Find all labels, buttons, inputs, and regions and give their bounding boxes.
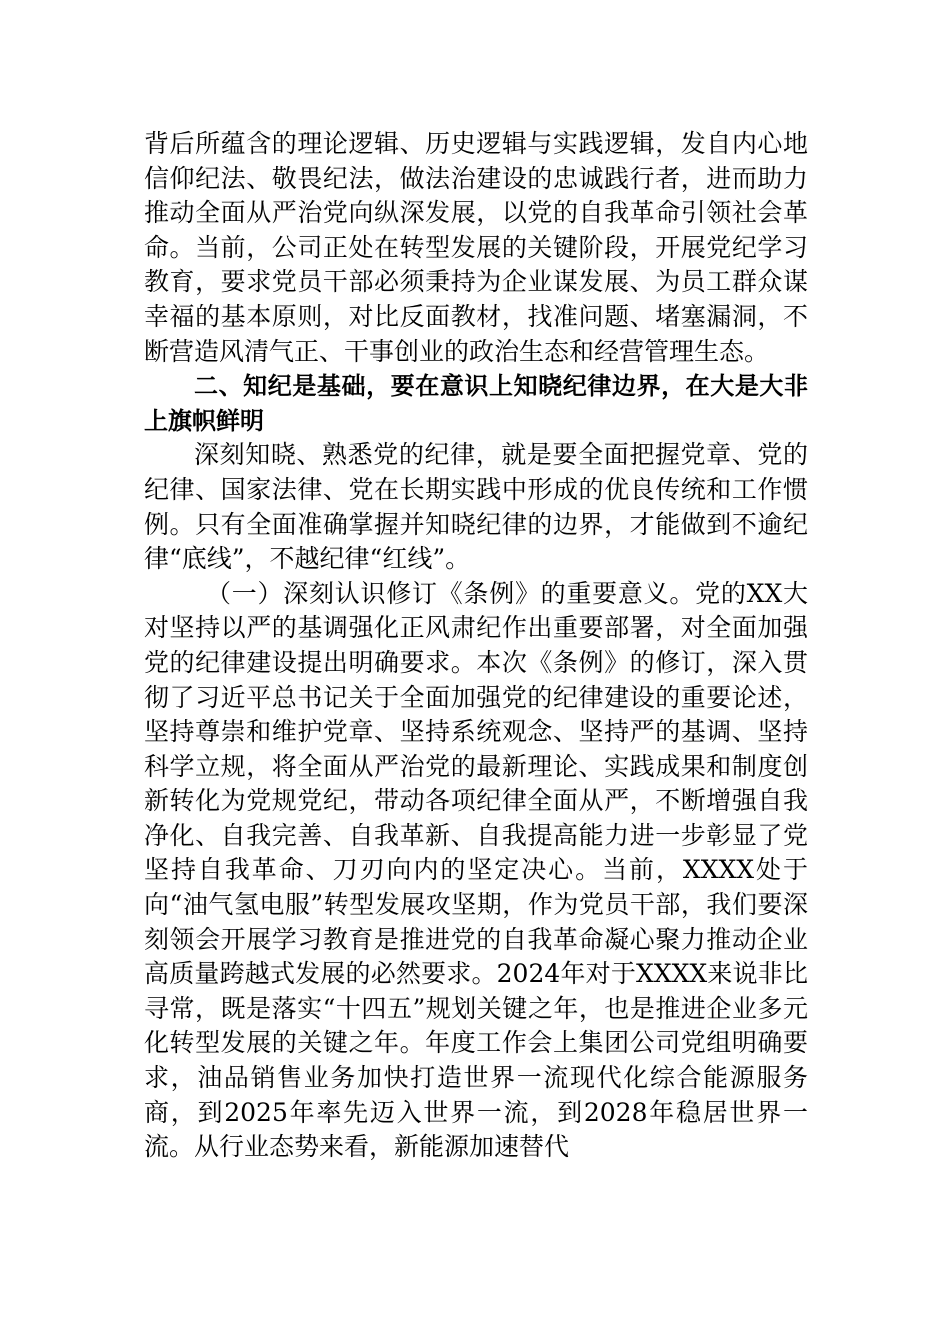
paragraph-subsection-one: （一）深刻认识修订《条例》的重要意义。党的XX大对坚持以严的基调强化正风肃纪作出重要部署，对全面加强党的纪律建设提出明确要求。本次《条例》的修订，深入贯彻了习近平总书记关于全面加强党的纪律建设的重要论述，坚持尊崇和维护党章、坚持系统观念、坚持严的基调、坚持科学立规，将全面从严治党的最新理论、实践成果和制度创新转化为党规党纪，带动各项纪律全面从严，不断增强自我净化、自我完善、自我革新、自我提高能力进一步彰显了党坚持自我革命、刀刃向内的坚定决心。当前，XXXX处于向“油气氢电服”转型发展攻坚期，作为党员干部，我们要深刻领会开展学习教育是推进党的自我革命凝心聚力推动企业高质量跨越式发展的必然要求。2024年对于XXXX来说非比寻常，既是落实“十四五”规划关键之年，也是推进企业多元化转型发展的关键之年。年度工作会上集团公司党组明确要求，油品销售业务加快打造世界一流现代化综合能源服务商，到2025年率先迈入世界一流，到2028年稳居世界一流。从行业态势来看，新能源加速替代 <box>144 578 808 1162</box>
paragraph-intro: 深刻知晓、熟悉党的纪律，就是要全面把握党章、党的纪律、国家法律、党在长期实践中形成的优良传统和工作惯例。只有全面准确掌握并知晓纪律的边界，才能做到不逾纪律“底线”，不越纪律“红线”。 <box>144 440 808 574</box>
document-page <box>144 127 808 1165</box>
section-heading: 二、知纪是基础，要在意识上知晓纪律边界，在大是大非上旗帜鲜明 <box>144 372 808 435</box>
paragraph-continuation: 背后所蕴含的理论逻辑、历史逻辑与实践逻辑，发自内心地信仰纪法、敬畏纪法，做法治建设的忠诚践行者，进而助力推动全面从严治党向纵深发展，以党的自我革命引领社会革命。当前，公司正处在转型发展的关键阶段，开展党纪学习教育，要求党员干部必须秉持为企业谋发展、为员工群众谋幸福的基本原则，对比反面教材，找准问题、堵塞漏洞，不断营造风清气正、干事创业的政治生态和经营管理生态。 <box>144 129 808 366</box>
